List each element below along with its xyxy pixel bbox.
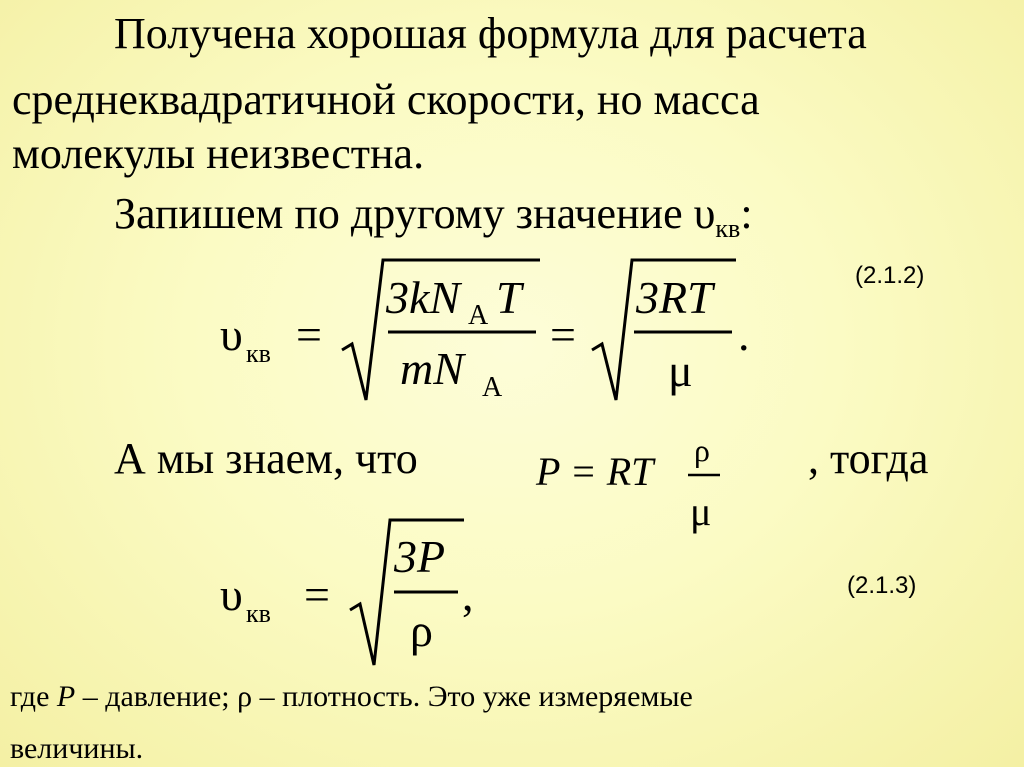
- footer-pressure-symbol: P: [56, 680, 76, 713]
- eq2-den: ρ: [410, 605, 433, 656]
- know-text-after: , тогда: [808, 434, 929, 483]
- footer-line-1-post: – давление; ρ – плотность. Это уже измеряемые: [75, 680, 693, 713]
- footer-line-1: [10, 680, 693, 714]
- eq1-den1-pre: mN: [400, 343, 464, 394]
- footer-line-1-pre: где: [10, 680, 57, 713]
- know-text-before: А мы знаем, что: [114, 434, 418, 483]
- equation-2-1-3: [200, 510, 520, 675]
- eq1-period: .: [738, 309, 750, 360]
- eq2-comma: ,: [462, 569, 474, 620]
- eq1-lhs-subscript: кв: [246, 339, 271, 368]
- intro-line-2: среднеквадратичной скорости, но масса: [12, 75, 760, 124]
- eq1-num1-sub: A: [468, 300, 489, 331]
- eq1-num2: 3RT: [636, 272, 713, 323]
- rewrite-line: [114, 189, 753, 243]
- eq1-num1-pre: 3kN: [386, 272, 461, 323]
- eq1-equals-2: =: [550, 309, 576, 360]
- eq1-den1-sub: A: [482, 372, 503, 403]
- intro-line-1: Получена хорошая формула для расчета: [114, 9, 867, 58]
- footer-line-2: величины.: [10, 732, 144, 765]
- eq1-equals: =: [296, 309, 322, 360]
- intro-line-3: молекулы неизвестна.: [12, 129, 425, 178]
- rewrite-colon: :: [740, 189, 753, 238]
- eq2-num: 3P: [394, 531, 446, 582]
- pressure-formula: [530, 425, 750, 545]
- pressure-formula-den: μ: [690, 489, 712, 534]
- pressure-formula-lhs: P = RT: [536, 449, 654, 494]
- rewrite-text: Запишем по другому значение υ: [114, 189, 716, 238]
- equation-2-1-2: [200, 250, 780, 420]
- pressure-formula-num: ρ: [694, 432, 710, 468]
- eq1-den2: μ: [668, 345, 693, 396]
- eq2-equals: =: [304, 569, 330, 620]
- eq1-num1-post: T: [496, 272, 522, 323]
- eq2-lhs-subscript: кв: [246, 599, 271, 628]
- eq1-lhs-symbol: υ: [220, 309, 243, 360]
- eq2-lhs-symbol: υ: [220, 569, 243, 620]
- rewrite-subscript: кв: [715, 214, 741, 243]
- eq-number-2-1-2: (2.1.2): [855, 262, 925, 289]
- eq-number-2-1-3: (2.1.3): [847, 572, 917, 599]
